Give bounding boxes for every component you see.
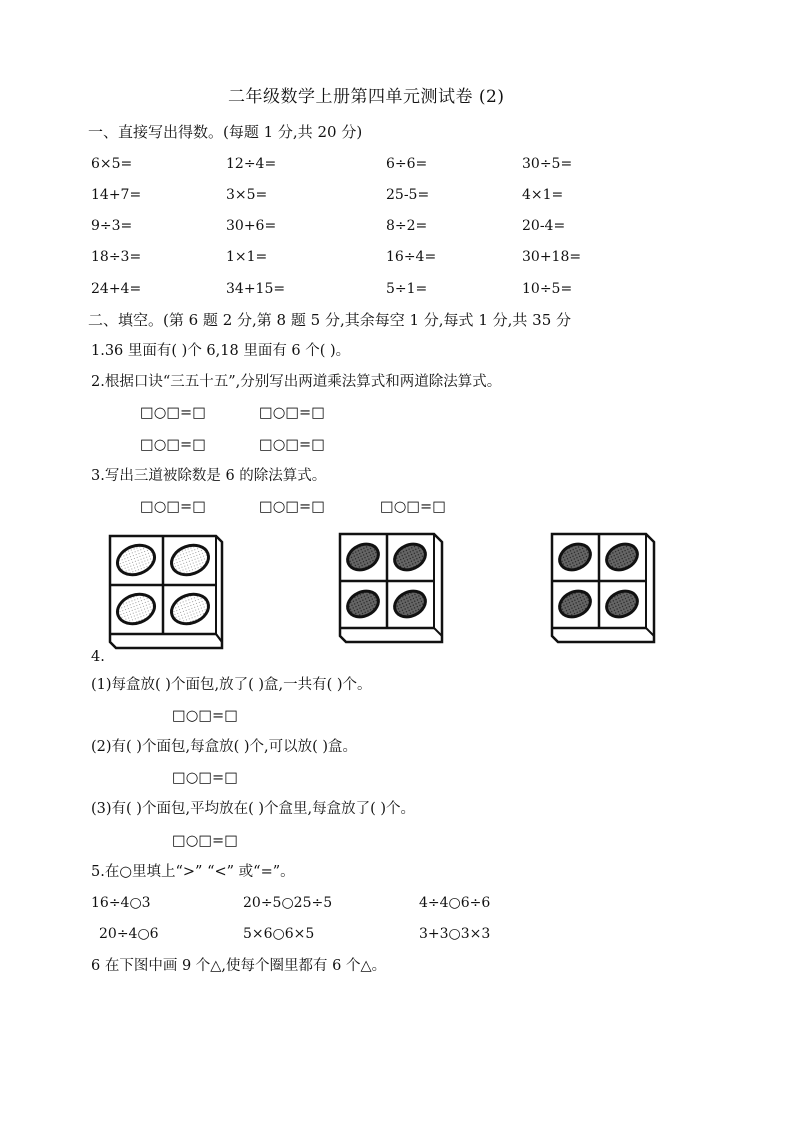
arith-item: 24+4= bbox=[91, 281, 142, 297]
question-1: 1.36 里面有( )个 6,18 里面有 6 个( )。 bbox=[91, 343, 351, 359]
arith-item: 8÷2= bbox=[386, 218, 428, 234]
arith-item: 1×1= bbox=[226, 249, 268, 265]
arith-item: 5÷1= bbox=[386, 281, 428, 297]
equation-template: □○□=□ bbox=[140, 405, 206, 421]
section2-heading: 二、填空。(第 6 题 2 分,第 8 题 5 分,其余每空 1 分,每式 1 分,共 35 分 bbox=[88, 311, 572, 329]
compare-item: 16÷4○3 bbox=[91, 895, 151, 911]
arith-item: 12÷4= bbox=[226, 156, 277, 172]
section1-heading: 一、直接写出得数。(每题 1 分,共 20 分) bbox=[88, 123, 363, 141]
compare-item: 3+3○3×3 bbox=[419, 926, 491, 942]
bread-box-illustration bbox=[104, 530, 224, 650]
equation-template: □○□=□ bbox=[259, 499, 325, 515]
compare-item: 4÷4○6÷6 bbox=[419, 895, 491, 911]
arith-item: 3×5= bbox=[226, 187, 268, 203]
arith-item: 10÷5= bbox=[522, 281, 573, 297]
arith-item: 25-5= bbox=[386, 187, 430, 203]
equation-template: □○□=□ bbox=[140, 499, 206, 515]
bread-box-illustration bbox=[548, 530, 658, 645]
question-5: 5.在○里填上“>” “<” 或“=”。 bbox=[91, 864, 295, 880]
question-6: 6 在下图中画 9 个△,使每个圈里都有 6 个△。 bbox=[91, 958, 387, 974]
arith-item: 34+15= bbox=[226, 281, 286, 297]
question-4-part-1: (1)每盒放( )个面包,放了( )盒,一共有( )个。 bbox=[91, 677, 372, 693]
question-4-label: 4. bbox=[91, 649, 105, 665]
arith-item: 4×1= bbox=[522, 187, 564, 203]
question-3: 3.写出三道被除数是 6 的除法算式。 bbox=[91, 468, 327, 484]
arith-item: 30+18= bbox=[522, 249, 582, 265]
arith-item: 6÷6= bbox=[386, 156, 428, 172]
equation-template: □○□=□ bbox=[172, 708, 238, 724]
compare-item: 5×6○6×5 bbox=[243, 926, 315, 942]
equation-template: □○□=□ bbox=[172, 770, 238, 786]
equation-template: □○□=□ bbox=[380, 499, 446, 515]
compare-item: 20÷5○25÷5 bbox=[243, 895, 333, 911]
equation-template: □○□=□ bbox=[259, 437, 325, 453]
arith-item: 18÷3= bbox=[91, 249, 142, 265]
question-4-part-2: (2)有( )个面包,每盒放( )个,可以放( )盒。 bbox=[91, 739, 358, 755]
question-4-part-3: (3)有( )个面包,平均放在( )个盒里,每盒放了( )个。 bbox=[91, 801, 416, 817]
arith-item: 9÷3= bbox=[91, 218, 133, 234]
arith-item: 16÷4= bbox=[386, 249, 437, 265]
equation-template: □○□=□ bbox=[140, 437, 206, 453]
arith-item: 30÷5= bbox=[522, 156, 573, 172]
compare-item: 20÷4○6 bbox=[99, 926, 159, 942]
arith-item: 20-4= bbox=[522, 218, 566, 234]
arith-item: 30+6= bbox=[226, 218, 277, 234]
equation-template: □○□=□ bbox=[259, 405, 325, 421]
bread-box-illustration bbox=[336, 530, 446, 645]
question-2: 2.根据口诀“三五十五”,分别写出两道乘法算式和两道除法算式。 bbox=[91, 374, 502, 390]
arith-item: 14+7= bbox=[91, 187, 142, 203]
page-title: 二年级数学上册第四单元测试卷 (2) bbox=[228, 87, 505, 107]
arith-item: 6×5= bbox=[91, 156, 133, 172]
equation-template: □○□=□ bbox=[172, 833, 238, 849]
